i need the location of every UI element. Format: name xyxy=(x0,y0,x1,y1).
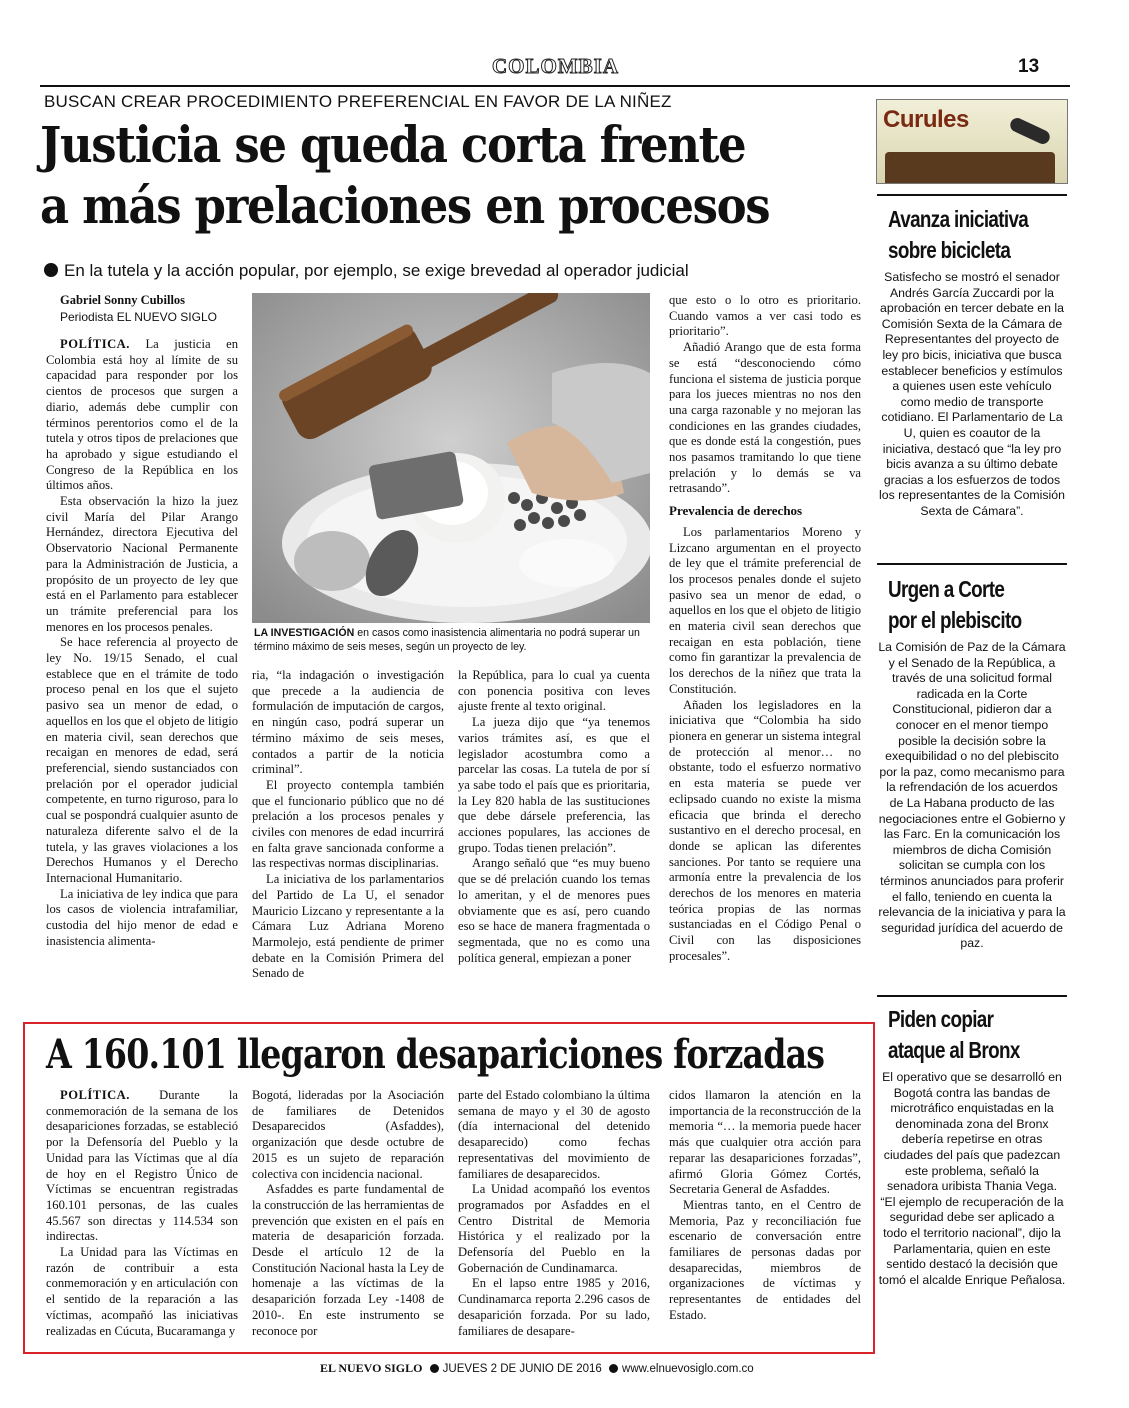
paragraph: Se hace referencia al proyecto de ley No. 19/15 Senado, el cual establece que en el trámite de todo proceso penal en los que el sujeto pasivo sea un menor de edad, o aquellos en los que el objeto de litigio en materia civil, sean derechos que recaigan en menores de edad, será preferencial, siendo sustanciados con prelación por el operador judicial competente, en turno riguroso, para lo cual se pospondrá cualquier asunto de naturaleza diferente salvo el de la tutela, y las graves violaciones a los Derechos Humanos y el Derecho Internacional Humanitario. xyxy=(46,635,238,885)
headline-line-1: Justicia se queda corta frente xyxy=(40,115,746,174)
section-label: COLOMBIA xyxy=(492,54,620,78)
sidebar-divider xyxy=(877,563,1067,565)
sidebar-item-2-body: La Comisión de Paz de la Cámara y el Senado de la República, a través de una solicitud formal radicada en la Corte Constitucional, pidieron dar a conocer en el menor tiempo posible la decisión sobre la exequibilidad o no del plebiscito por la paz, como mecanismo para la refrendación de los acuerdos de La Habana producto de las negociaciones entre el Gobierno y las Farc. En la comunicación los miembros de dicha Comisión solicitan se cumpla con los términos anunciados para proferir el fallo, teniendo en cuenta la relevancia de la iniciativa y para la seguridad jurídica del acuerdo de paz. xyxy=(878,640,1066,951)
sidebar-item-3-body: El operativo que se desarrolló en Bogotá contra las bandas de microtráfico enquistadas en la denominada zona del Bronx debería repetirse en otras ciudades del país que padezcan este problema, señaló la senadora uribista Thania Vega. “El ejemplo de recuperación de la seguridad debe ser aplicado a todo el territorio nacional”, dijo la Parlamentaria, quien en este sentido destacó la decisión que tomó el alcalde Enrique Peñalosa. xyxy=(878,1070,1066,1287)
paragraph: La Unidad acompañó los eventos programados por Asfaddes en el Centro Distrital de Memoria Histórica y el realizado por la Defensoría del Pueblo en la Gobernación de Cundinamarca. xyxy=(458,1182,650,1275)
paragraph: La iniciativa de los parlamentarios del Partido de La U, el senador Mauricio Lizcano y representante a la Cámara Luz Adriana Moreno Marmolejo, está pendiente de primer debate en la Comisión Primera del Senado de xyxy=(252,872,444,981)
paragraph: La Unidad para las Víctimas en razón de contribuir a esta conmemoración y en articulación con el sentido de la reparación a las víctimas, acompañó las iniciativas realizadas en Cúcuta, Bucaramanga y xyxy=(46,1245,238,1338)
footer-bullet-icon xyxy=(430,1364,439,1373)
paragraph: Añadió Arango que de esta forma se está “desconociendo cómo funciona el sistema de justicia porque para los jueces mientras no nos den una carga razonable y no mejoran las condiciones en las grandes ciudades, que es donde está la congestión, pues nos pasamos tramitando lo que tiene prelación y lo demás se va retrasando”. xyxy=(669,340,861,496)
main-column-1 xyxy=(46,337,238,999)
caption-lead: LA INVESTIGACIÓN xyxy=(254,627,355,639)
footer-paper-name: EL NUEVO SIGLO xyxy=(320,1361,423,1375)
sidebar-item-1-body: Satisfecho se mostró el senador Andrés García Zuccardi por la aprobación en tercer debate en la Comisión Sexta de la Cámara de Representantes del proyecto de ley pro bicis, iniciativa que busca establecer beneficios y estímulos a quienes usen este vehículo como medio de transporte cotidiano. El Parlamentario de La U, quien es coautor de la iniciativa, destacó que “la ley pro bicis avanza a su último debate gracias a los esfuerzos de todos los representantes de la Comisión Sexta de Cámara”. xyxy=(879,270,1065,518)
headline-line-2: a más prelaciones en procesos xyxy=(40,176,770,235)
footer-date: JUEVES 2 DE JUNIO DE 2016 xyxy=(442,1363,602,1375)
second-column-4 xyxy=(669,1088,861,1350)
paragraph: Esta observación la hizo la juez civil María del Pilar Arango Hernández, directora Ejecutiva del Observatorio Nacional Permanente para la Administración de Justicia, a propósito de un proyecto de ley que está en el Parlamento para establecer un trámite preferencial para los menores en los procesos penales. xyxy=(46,494,238,634)
paragraph: Durante la conmemoración de la semana de los desapariciones forzadas, se estableció por la Defensoría del Pueblo y la Unidad para las Víctimas que al día de hoy en el Registro Único de Víctimas se encuentran registradas 160.101 personas, de las cuales 45.567 son directas y 114.534 son indirectas. xyxy=(46,1088,238,1244)
lead-word: POLÍTICA. xyxy=(60,337,130,351)
header-rule xyxy=(40,85,1070,87)
paragraph: ria, “la indagación o investigación que precede a la audiencia de formulación de imputación de cargos, en ningún caso, podrá superar un término máximo de seis meses, contados a partir de la noticia criminal”. xyxy=(252,668,444,777)
paragraph: cidos llamaron la atención en la importancia de la reconstrucción de la memoria “… la memoria puede hacer más que cualquier otra acción para reparar las desapariciones forzadas”, afirmó Gloria Gómez Cortés, Secretaria General de Asfaddes. xyxy=(669,1088,861,1197)
paragraph: La jueza dijo que “ya tenemos varios trámites así, es que el legislador acostumbra como a parcelar las cosas. La tutela de por sí ya sabe todo el país que es prioritaria, la Ley 820 habla de las sustituciones que debe dársele preferencia, las acciones populares, las acciones de grupo. Todas tienen prelación”. xyxy=(458,715,650,855)
sidebar-logo xyxy=(876,99,1068,184)
footer-bullet-icon xyxy=(609,1364,618,1373)
paragraph: En el lapso entre 1985 y 2016, Cundinamarca reporta 2.296 casos de desaparición forzada. Por su lado, familiares de desapare- xyxy=(458,1276,650,1338)
paragraph: la República, para lo cual ya cuenta con ponencia positiva con leves ajuste frente al texto original. xyxy=(458,668,650,714)
article-kicker: BUSCAN CREAR PROCEDIMIENTO PREFERENCIAL EN FAVOR DE LA NIÑEZ xyxy=(44,92,672,111)
article-photo xyxy=(252,293,650,623)
page-number: 13 xyxy=(1018,56,1040,77)
deck-text: En la tutela y la acción popular, por ejemplo, se exige brevedad al operador judicial xyxy=(64,261,689,280)
lead-word: POLÍTICA. xyxy=(60,1088,130,1102)
subheading: Prevalencia de derechos xyxy=(669,503,803,519)
author-name: Gabriel Sonny Cubillos xyxy=(60,293,186,307)
page-footer xyxy=(320,1361,1020,1376)
sidebar-divider xyxy=(877,194,1067,196)
paragraph: Los parlamentarios Moreno y Lizcano argumentan en el proyecto de ley que el trámite preferencial de los procesos penales donde el sujeto pasivo sea un menor de edad, o aquellos en los que el objeto de litigio en materia civil sean derechos que recaigan en esta población, tiene como fin garantizar la prevalencia de los derechos de la niñez que trata la Constitución. xyxy=(669,524,861,696)
paragraph: Bogotá, lideradas por la Asociación de familiares de Detenidos Desaparecidos (Asfaddes), organización que desde octubre de 2015 es un sujeto de reparación colectiva con incidencia nacional. xyxy=(252,1088,444,1181)
paragraph: Arango señaló que “es muy bueno que se dé prelación cuando los temas lo ameritan, y el de menores pues obviamente que es así, pero cuando eso se hace de manera fragmentada o segmentada, que no es como una política general, empiezan a poner xyxy=(458,856,650,965)
sidebar-item-1-title: Avanza iniciativa sobre bicicleta xyxy=(888,206,1029,263)
byline xyxy=(60,293,240,324)
caption-text: en casos como inasistencia alimentaria no podrá superar un término máximo de seis meses, según un proyecto de ley. xyxy=(254,627,640,653)
gavel-on-food-plate-image xyxy=(252,293,650,623)
second-column-3 xyxy=(458,1088,650,1350)
sidebar-logo-text: Curules xyxy=(883,106,969,133)
paragraph: La iniciativa de ley indica que para los casos de violencia intrafamiliar, custodia del hijo menor de edad e inasistencia alimenta- xyxy=(46,886,238,948)
podium-icon xyxy=(885,152,1055,184)
microphone-icon xyxy=(1008,116,1052,146)
paragraph: El proyecto contempla también que el funcionario público que no dé prelación a los procesos penales y civiles con menores de edad incurrirá en falta grave sancionada conforme a las respectivas normas disciplinarias. xyxy=(252,777,444,871)
main-column-2 xyxy=(252,668,444,999)
footer-website: www.elnuevosiglo.com.co xyxy=(622,1363,754,1375)
paragraph: Asfaddes es parte fundamental de la construcción de las herramientas de prevención que existen en el país en materia de desaparición forzada. Desde el artículo 12 de la Constitución Nacional hasta la Ley de homenaje a las víctimas de la desaparición forzada Ley -1408 de 2010-. En este instrumento se reconoce por xyxy=(252,1182,444,1338)
deck-bullet-icon xyxy=(44,263,58,277)
paragraph: que esto o lo otro es prioritario. Cuando vamos a ver casi todo es prioritario”. xyxy=(669,293,861,339)
second-column-1 xyxy=(46,1088,238,1350)
second-column-2 xyxy=(252,1088,444,1350)
paragraph: Añaden los legisladores en la iniciativa que “Colombia ha sido pionera en generar un sistema integral de protección al menor… no obstante, todo el esfuerzo normativo en esta materia se puede ver eclipsado cuando no existe la misma eficacia que brinda el derecho sustantivo en el derecho procesal, en donde se aplican las diferentes sanciones. Por tanto se requiere una armonía entre la prevalencia de los derechos de los menores en materia teórica propias de las normas sustanciadas en el Código Penal o Civil con las disposiciones procesales”. xyxy=(669,697,861,963)
sidebar-item-2-title: Urgen a Corte por el plebiscito xyxy=(888,576,1022,633)
paragraph: parte del Estado colombiano la última semana de mayo y el 30 de agosto (día internacional del detenido desaparecido) como fechas representativas del movimiento de familiares de desaparecidos. xyxy=(458,1088,650,1181)
paragraph: La justicia en Colombia está hoy al límite de su capacidad para responder por los cientos de procesos que surgen a diario, además debe cumplir con términos perentorios como el de la tutela y otros tipos de prelaciones que ha aprobado y sigue estudiando el Congreso de la República en los últimos años. xyxy=(46,337,238,493)
main-column-3 xyxy=(458,668,650,999)
second-article-headline: A 160.101 llegaron desapariciones forzadas xyxy=(46,1031,825,1078)
paragraph: Mientras tanto, en el Centro de Memoria, Paz y reconciliación fue escenario de conversación entre familiares de personas dadas por desaparecidas, miembros de organizaciones de víctimas y representantes de entidades del Estado. xyxy=(669,1197,861,1322)
section-header xyxy=(40,50,1070,90)
main-column-4 xyxy=(669,293,861,999)
article-deck xyxy=(44,261,864,281)
author-role: Periodista EL NUEVO SIGLO xyxy=(60,310,217,324)
article-headline xyxy=(40,114,787,236)
sidebar-divider xyxy=(877,995,1067,997)
sidebar-item-3-title: Piden copiar ataque al Bronx xyxy=(888,1006,1020,1063)
photo-caption xyxy=(254,627,650,654)
